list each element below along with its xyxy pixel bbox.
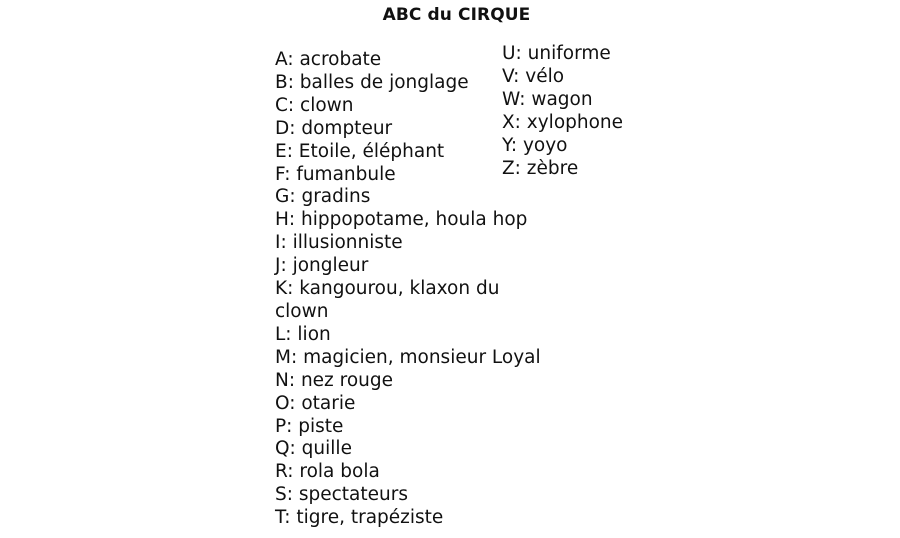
list-item: V: vélo: [502, 65, 565, 87]
alphabet-list-right: [502, 43, 702, 180]
document-title: ABC du CIRQUE: [382, 5, 531, 25]
list-item: L: lion: [275, 323, 331, 345]
list-item: M: magicien, monsieur Loyal: [275, 346, 541, 368]
list-item: P: piste: [275, 415, 344, 437]
list-item: A: acrobate: [275, 49, 382, 70]
list-item: X: xylophone: [502, 111, 624, 133]
list-item: H: hippopotame, houla hop: [275, 209, 528, 231]
list-item: R: rola bola: [275, 461, 380, 483]
list-item: W: wagon: [502, 88, 593, 110]
list-item: I: illusionniste: [275, 232, 403, 254]
list-item: Y: yoyo: [502, 134, 568, 156]
list-item: K: kangourou, klaxon du clown: [275, 278, 500, 322]
list-item: J: jongleur: [275, 255, 369, 277]
list-item: B: balles de jonglage: [275, 71, 469, 93]
list-item: E: Etoile, éléphant: [275, 140, 445, 162]
list-item: G: gradins: [275, 186, 371, 208]
list-item: N: nez rouge: [275, 369, 394, 391]
list-item: Q: quille: [275, 438, 352, 460]
list-item: D: dompteur: [275, 117, 393, 139]
list-item: U: uniforme: [502, 43, 611, 64]
list-item: S: spectateurs: [275, 484, 408, 506]
list-item: Z: zèbre: [502, 157, 579, 179]
list-item: T: tigre, trapéziste: [275, 507, 444, 529]
list-item: O: otarie: [275, 392, 356, 414]
list-item: F: fumanbule: [275, 163, 396, 185]
list-item: C: clown: [275, 94, 354, 116]
